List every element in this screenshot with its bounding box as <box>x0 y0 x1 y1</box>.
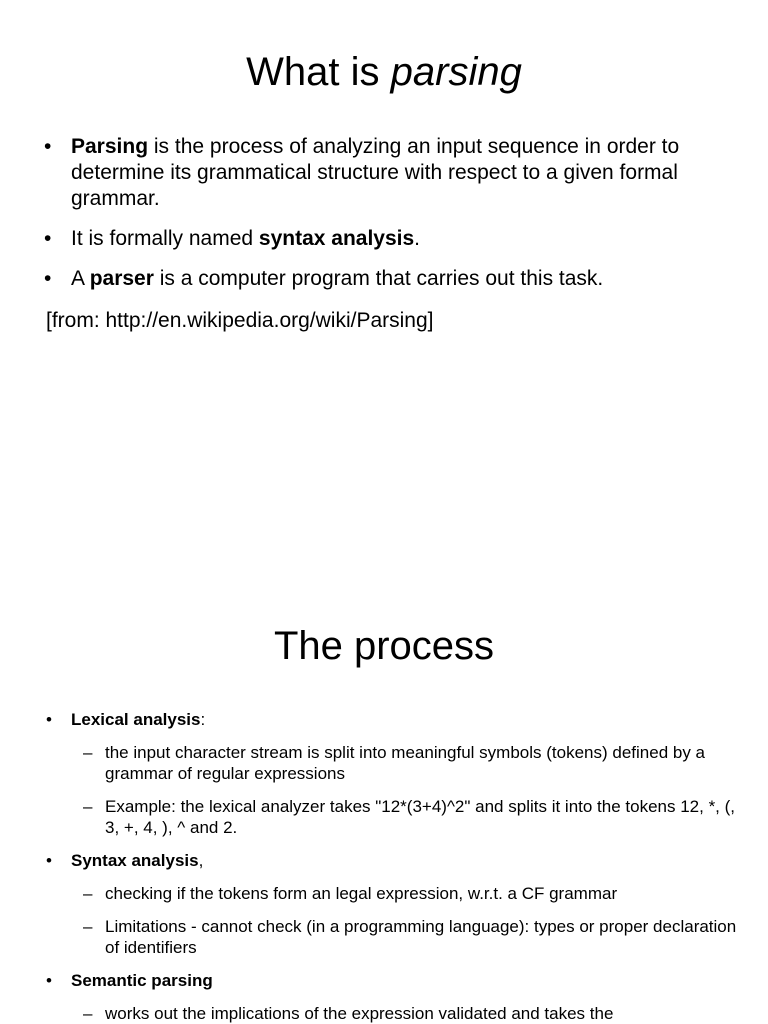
bullet-item <box>44 266 744 292</box>
term: parser <box>89 267 154 290</box>
bullet-item <box>44 226 744 252</box>
bullet-icon: • <box>46 710 52 729</box>
slide-title <box>0 46 768 98</box>
bullet-icon: • <box>44 227 52 250</box>
dash-icon: – <box>83 743 93 762</box>
bullet-icon: • <box>46 851 52 870</box>
section-heading: Semantic parsing <box>71 971 213 990</box>
sub-item-text: the input character stream is split into meaningful symbols (tokens) defined by a grammar of regular expressions <box>105 743 706 783</box>
bullet-icon: • <box>44 135 52 158</box>
definition-list <box>44 134 744 306</box>
section-item <box>46 850 746 958</box>
sub-item <box>83 742 746 784</box>
term: Parsing <box>71 135 149 158</box>
sub-item <box>83 796 746 838</box>
section-suffix: , <box>198 851 204 870</box>
sub-list <box>71 883 746 958</box>
section-item <box>46 709 746 838</box>
text-pre: A <box>71 267 90 290</box>
section-heading: Syntax analysis <box>71 851 199 870</box>
term: syntax analysis <box>258 227 415 250</box>
bullet-item <box>44 134 744 212</box>
sub-item-text: checking if the tokens form an legal expression, w.r.t. a CF grammar <box>105 884 618 903</box>
dash-icon: – <box>83 1004 93 1023</box>
dash-icon: – <box>83 797 93 816</box>
section-suffix: : <box>200 710 206 729</box>
slide-title: The process <box>273 624 495 668</box>
bullet-icon: • <box>46 971 52 990</box>
title-prefix: What is <box>246 50 391 94</box>
sub-list <box>71 742 746 838</box>
dash-icon: – <box>83 917 93 936</box>
sub-item-text: Example: the lexical analyzer takes "12*(3+4)^2" and splits it into the tokens 12, *, (, 3, +, 4, ), ^ and 2. <box>105 797 736 837</box>
sub-item <box>83 883 746 904</box>
source-citation: [from: http://en.wikipedia.org/wiki/Parsing] <box>46 309 434 332</box>
text-pre: It is formally named <box>71 227 259 250</box>
definition-text: is the process of analyzing an input sequence in order to determine its grammatical structure with respect to a given formal grammar. <box>71 135 680 210</box>
section-item <box>46 970 746 1024</box>
bullet-icon: • <box>44 267 52 290</box>
section-heading: Lexical analysis <box>71 710 201 729</box>
sub-item <box>83 916 746 958</box>
sub-item <box>83 1003 746 1024</box>
sub-list <box>71 1003 746 1024</box>
text-post: . <box>414 227 421 250</box>
dash-icon: – <box>83 884 93 903</box>
title-emphasis: parsing <box>390 50 522 94</box>
sub-item-text: Limitations - cannot check (in a programming language): types or proper declaration of identifiers <box>105 917 737 957</box>
process-list <box>46 709 746 1024</box>
text-post: is a computer program that carries out this task. <box>153 267 604 290</box>
sub-item-text: works out the implications of the expression validated and takes the <box>105 1004 614 1023</box>
